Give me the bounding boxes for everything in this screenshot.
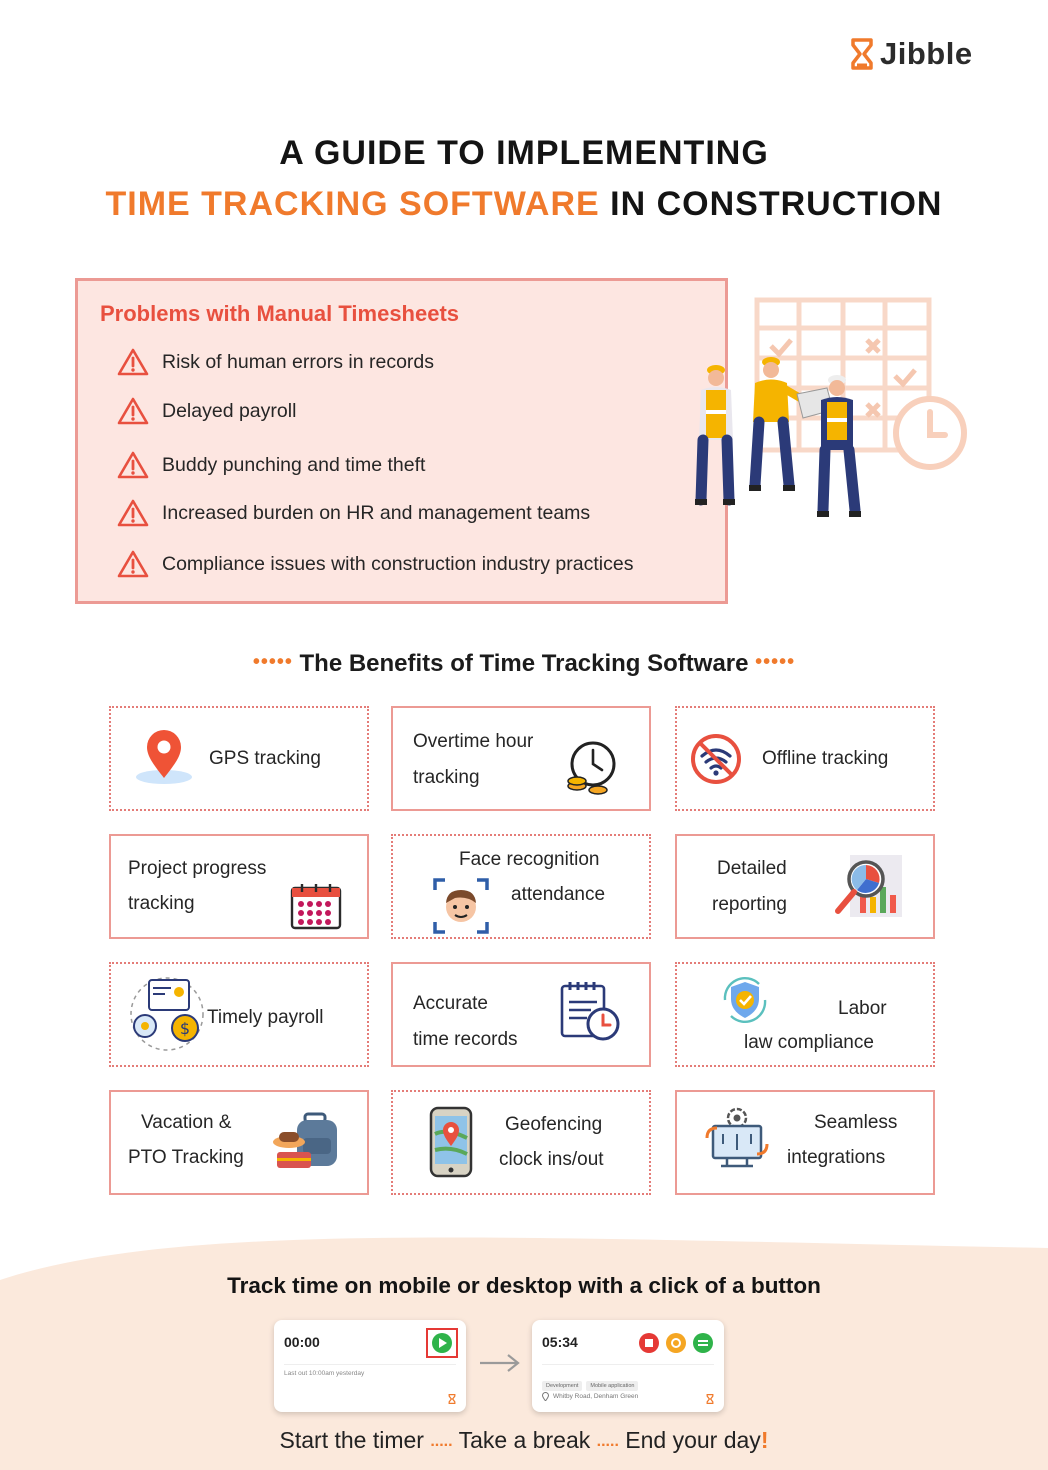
arrow-right-icon [478, 1352, 522, 1374]
switch-button[interactable] [693, 1333, 713, 1353]
timer-widget-running [532, 1320, 724, 1412]
notepad-clock-icon [559, 980, 621, 1042]
heading-dots-left: ••••• [252, 651, 293, 673]
jibble-logo [850, 36, 973, 72]
benefit-label: reporting [712, 894, 787, 915]
luggage-icon [271, 1110, 341, 1172]
timer-location [542, 1392, 638, 1401]
integration-gear-icon [705, 1104, 769, 1170]
benefit-label: tracking [128, 893, 195, 914]
benefit-label: Detailed [717, 858, 787, 879]
timer-time: 05:34 [542, 1334, 578, 1350]
benefit-card-records [391, 962, 651, 1067]
tag-development: Development [542, 1381, 582, 1391]
tag-mobile: Mobile application [586, 1381, 638, 1391]
worker-left [695, 365, 735, 502]
tracking-steps [0, 1427, 1048, 1454]
brand-name: Jibble [880, 36, 973, 71]
benefit-label: Labor [838, 998, 887, 1019]
title-line-1: A GUIDE TO IMPLEMENTING [279, 134, 769, 172]
problem-text: Buddy punching and time theft [162, 453, 426, 476]
benefit-label: Project progress [128, 858, 267, 879]
title-line-2 [0, 185, 1048, 224]
benefit-card-face [391, 834, 651, 939]
step-end-mark: ! [760, 1427, 769, 1453]
location-pin-icon [542, 1392, 549, 1401]
benefit-label: Seamless [814, 1112, 898, 1133]
map-pin-icon [133, 726, 195, 788]
benefit-card-integrations [675, 1090, 935, 1195]
tracking-heading: Track time on mobile or desktop with a click of a button [227, 1273, 821, 1298]
benefit-label: Overtime hour [413, 731, 534, 752]
construction-workers-illustration [685, 290, 985, 530]
warning-icon [116, 498, 150, 528]
benefit-card-labor [675, 962, 935, 1067]
problem-text: Delayed payroll [162, 399, 297, 422]
timer-controls [638, 1332, 714, 1354]
benefit-label: integrations [787, 1147, 886, 1168]
benefit-label: PTO Tracking [128, 1147, 244, 1168]
benefit-label: Timely payroll [207, 1007, 324, 1028]
title-rest: IN CONSTRUCTION [599, 185, 943, 223]
warning-icon [116, 549, 150, 579]
benefits-heading [0, 650, 1048, 678]
step-break: Take a break [458, 1427, 591, 1453]
timer-divider [542, 1364, 714, 1365]
timer-tags [542, 1374, 642, 1392]
shield-check-icon [717, 972, 773, 1028]
problem-item [116, 347, 434, 377]
benefit-label: attendance [511, 884, 606, 905]
warning-icon [116, 450, 150, 480]
clock-icon [896, 399, 964, 467]
start-button[interactable] [426, 1328, 458, 1358]
benefit-card-geofencing [391, 1090, 651, 1195]
benefit-label: Offline tracking [762, 748, 889, 769]
payroll-icon [129, 976, 205, 1052]
problem-text: Risk of human errors in records [162, 350, 435, 373]
problem-item [116, 549, 633, 579]
calendar-icon [289, 882, 343, 930]
face-scan-icon [433, 878, 489, 934]
problems-panel [75, 278, 728, 604]
no-wifi-icon [689, 732, 743, 786]
benefit-card-gps [109, 706, 369, 811]
benefit-label: tracking [413, 767, 480, 788]
hourglass-icon [706, 1394, 714, 1404]
benefit-card-project [109, 834, 369, 939]
benefit-card-vacation [109, 1090, 369, 1195]
benefit-label: Geofencing [505, 1114, 603, 1135]
problem-item [116, 396, 296, 426]
problems-heading: Problems with Manual Timesheets [100, 301, 460, 326]
hourglass-icon [448, 1394, 456, 1404]
benefit-label: clock ins/out [499, 1149, 604, 1170]
benefits-heading-text: The Benefits of Time Tracking Software [299, 650, 749, 677]
report-magnifier-icon [832, 853, 904, 921]
warning-icon [116, 347, 150, 377]
timer-time: 00:00 [284, 1334, 320, 1350]
step-end: End your day [625, 1427, 761, 1453]
clock-coins-icon [565, 738, 617, 798]
last-out-note: Last out 10:00am yesterday [284, 1370, 365, 1377]
benefit-card-reporting [675, 834, 935, 939]
hourglass-icon [850, 38, 874, 70]
timer-widget-start [274, 1320, 466, 1412]
benefit-label: GPS tracking [209, 748, 321, 769]
benefit-label: law compliance [744, 1032, 874, 1053]
page-title [0, 134, 1048, 224]
problem-item [116, 450, 425, 480]
benefit-card-payroll [109, 962, 369, 1067]
stop-button[interactable] [639, 1333, 659, 1353]
svg-text:$: $ [179, 1019, 191, 1038]
step-start: Start the timer [279, 1427, 424, 1453]
problem-text: Compliance issues with construction industry practices [162, 552, 634, 575]
heading-dots-right: ••••• [755, 651, 796, 673]
timer-divider [284, 1364, 456, 1365]
benefit-label: Accurate [413, 993, 488, 1014]
benefit-card-offline [675, 706, 935, 811]
benefit-label: Face recognition [459, 849, 600, 870]
benefit-label: Vacation & [141, 1112, 232, 1133]
location-text: Whitby Road, Denham Green [553, 1393, 639, 1400]
phone-map-icon [427, 1106, 475, 1178]
step-separator: ..... [430, 1433, 453, 1450]
title-accent: TIME TRACKING SOFTWARE [105, 185, 600, 223]
break-button[interactable] [666, 1333, 686, 1353]
problem-text: Increased burden on HR and management teams [162, 501, 591, 524]
warning-icon [116, 396, 150, 426]
problem-item [116, 498, 590, 528]
benefit-card-overtime [391, 706, 651, 811]
benefit-label: time records [413, 1029, 518, 1050]
step-separator: ..... [596, 1433, 619, 1450]
